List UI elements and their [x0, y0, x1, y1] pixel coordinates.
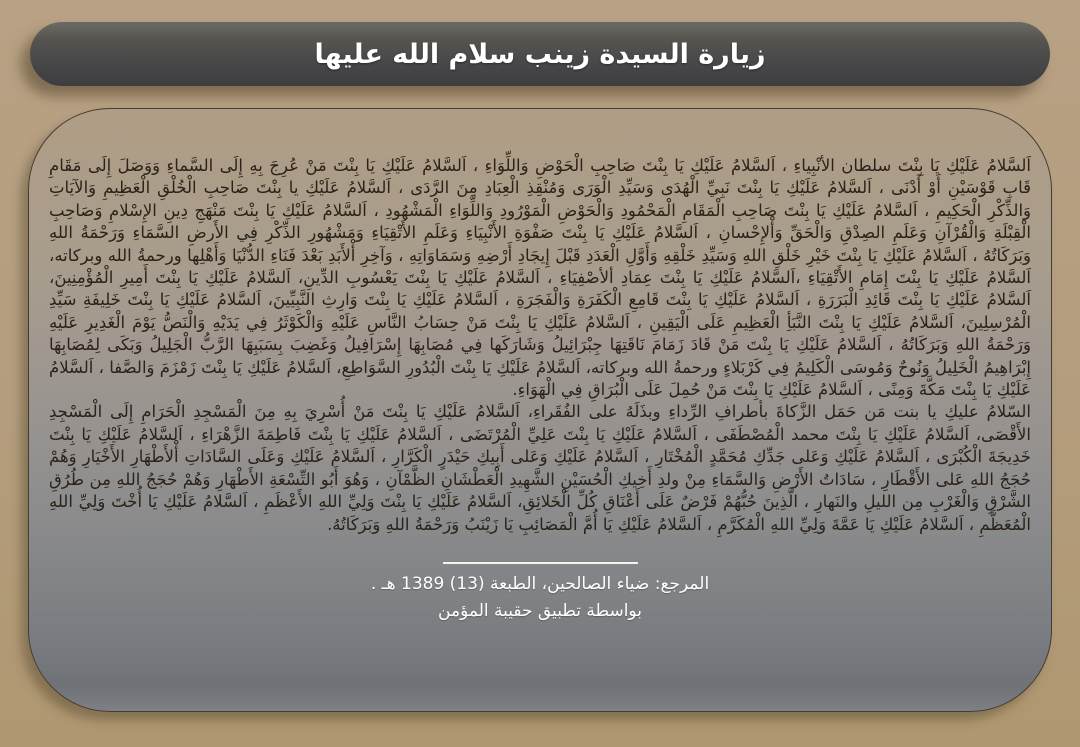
ziyarat-text-block	[29, 109, 1051, 536]
reference-footer	[29, 562, 1051, 625]
content-panel	[28, 108, 1052, 712]
reference-text: المرجع: ضياء الصالحين، الطبعة (13) 1389 هـ .	[370, 573, 710, 594]
page-title: زيارة السيدة زينب سلام الله عليها	[314, 38, 766, 70]
ziyarat-paragraph-1: اَلسَّلامُ عَلَيْكِ يَا بِنْتَ سلطان الأنْبِياءِ ، اَلسَّلامُ عَلَيْكِ يَا بِنْتَ صَاحِبِ الْحَوْضِ وَاللِّوَاءِ ، اَلسَّلامُ عَلَيْكِ يَا بِنْتَ مَنْ عُرِجَ بِهِ إِلَى السَّماءِ وَوَصَلَ إِلَى مَقَامِ قَابِ قَوْسَيْنِ أَوْ أَدْنَى ، اَلسَّلامُ عَلَيْكِ يَا بِنْتَ نَبِيِّ الْهُدَى وَسَيِّدِ الْوَرَى وَمُنْقِذِ الْعِبَادِ مِنَ الرَّدَى ، اَلسَّلامُ عَلَيْكِ يا بِنْتَ صَاحِبِ الْخُلْقِ الْعَظِيمِ وَالآيَاتِ وَالذِّكْرِ الْحَكِيمِ ، اَلسَّلامُ عَلَيْكِ يَا بِنْتَ صَاحِبِ الْمَقَامِ الْمَحْمُودِ وَالْحَوْضِ الْمَوْرُودِ وَاللِّوَاءِ الْمَشْهُودِ ، اَلسَّلامُ عَلَيْكِ يَا بِنْتَ مَنْهَجِ دِينِ الإِسْلامِ وَصَاحِبِ الْقِبْلَةِ وَالْقُرْآنِ وَعَلَمِ الصِدْقِ وَالْحَقِّ وَأْلإِحْسانِ ، اَلسَّلامُ عَلَيْكِ يَا بِنْتَ صَفْوَةِ الأَنْبِيَاءِ وَعَلَمِ الأَتْقِيَاءِ وَمَشْهُورِ الذِّكْرِ فِي الأَرضِ السَّمَاءِ وَرَحْمَةُ اللهِ وَبَرَكَاتُهُ ، اَلسَّلامُ عَلَيْكِ يَا بِنْتَ خَيْرِ خَلْقِ اللهِ وَسَيِّدِ خَلْقِهِ وَأَوَّلِ الْعَدَدِ قَبْلَ إِيجَادِ أَرْضِهِ وَسَمَاوَاتِهِ ، وَآخِرِ أْلأَبَدِ بَعْدَ فَنَاءِ الدُّنْيَا وَأَهْلِها ورحمةُ الله وبركاته، اَلسَّلامُ عَلَيْكِ يَا بِنْتَ إِمَامِ الأَتْقِيَاءِ ،اَلسَّلامُ عَلَيْكِ يَا بِنْتَ عِمَادِ ألأصْفِيَاءِ ، اَلسَّلامُ عَلَيْكِ يَا بِنْتَ يَعْسُوبِ الدِّينِ، اَلسَّلامُ عَلَيْكِ يَا بِنْتَ أَمِيرِ الْمُؤْمِنِينَ، اَلسَّلامُ عَلَيْكِ يَا بِنْتَ قَائِدِ الْبَرَرَةِ ، اَلسَّلامُ عَلَيْكِ يَا بِنْتَ قَامِعِ الْكَفَرَةِ وَالْفَجَرَةِ ، اَلسَّلامُ عَلَيْكِ يَا بِنْتَ وَارِثِ النَّبِيِّينَ، اَلسَّلامُ عَلَيْكِ يَا بِنْتَ خَلِيفَةِ سَيِّدِ الْمُرْسِلِينَ، اَلسَّلامُ عَلَيْكِ يَا بِنْتَ النَّبَأِ الْعَظِيمِ عَلَى الْيَقِينِ ، اَلسَّلامُ عَلَيْكِ يَا بِنْتَ مَنْ حِسَابُ النَّاسِ عَلَيْهِ وَالْكَوْثَرُ فِي يَدَيْهِ وَالْنَصُّ يَوْمَ الْغَدِيرِ عَلَيْهِ وَرَحْمَةُ اللهِ وَبَرَكَاتُهُ ، اَلسَّلامُ عَلَيْكِ يَا بِنْتَ مَنْ قَادَ زَمَامَ نَاقَتِهَا جِبْرَائِيلُ وَشَارَكَها فِي مُصَابِهَا إِسْرَافِيلُ وَغَضِبَ بِسَبَبِهَا الرَّبُّ الْجَلِيلُ وَبَكَى لِمُصَابِهَا إِبْرَاهِيمُ الْخَلِيلُ وَنُوحٌ وَمُوسَى الْكَلِيمُ فِي كَرْبَلاءٍ ورحمةُ الله وبركاته، اَلسَّلامُ عَلَيْكِ يَا بِنْتَ الْبُدُورِ السَّوَاطِعِ، اَلسَّلامُ عَلَيْكِ يَا بِنْتَ زَمْزَمَ وَالصَّفا ، اَلسَّلامُ عَلَيْكِ يَا بِنْتَ مَكَّةَ وَمِنًى ، اَلسَّلامُ عَلَيْكِ يَا بِنْتَ مَنْ حُمِلَ عَلَى الْبُرَاقِ فِي الْهَوَاءِ.	[49, 156, 1031, 400]
title-bar	[30, 22, 1050, 86]
footer-divider	[443, 562, 638, 564]
ziyarat-paragraph-2: السّلامُ عليكِ يا بنت مَن حَمَل الزَّكاةَ بأطرافِ الرِّداءِ وبذَلَهُ على الفُقَراءِ، اَلسَّلامُ عَلَيْكِ يَا بِنْتَ مَنْ أُسْرِيَ بِهِ مِنَ الْمَسْجِدِ الْحَرَامِ إِلَى الْمَسْجِدِ الأَقْصَى، اَلسَّلامُ عَلَيْكِ يَا بِنْتَ محمد الْمُصْطَفَى ، اَلسَّلامُ عَلَيْكِ يَا بِنْتَ عَلِيِّ الْمُرْتَضَى ، اَلسَّلامُ عَلَيْكِ يَا بِنْتَ فَاطِمَةَ الزَّهْرَاءِ ، اَلسَّلامُ عَلَيْكِ يَا بِنْتَ خَدِيجَةَ الْكُبْرَى ، اَلسَّلامُ عَلَيْكِ وَعَلى جَدِّكِ مُحَمَّدٍ الْمُخْتَارِ ، اَلسَّلامُ عَلَيْكِ وَعَلى أَبِيكِ حَيْدَرٍ الْكَرَّارِ ، اَلسَّلامُ عَلَيْكِ وَعَلَى السَّادَاتِ أْلأَطْهَارِ الأَخْيَارِ وَهُمْ حُجَجُ اللهِ عَلى الأَقْطَارِ ، سَادَاتُ الأَرْضِ وَالسَّمَاءِ مِنْ ولدِ أَخِيكِ الْحُسَيْنِ الشَّهِيدِ الْعَطْشَانِ الظَّمْآنِ ، وَهُوَ أَبُو التِّسْعَةِ الأَطْهَارِ وَهُمْ حُجَجُ اللهِ مِن طُرُقِ الشَّرْقِ وَالْغَرْبِ مِن الليلِ والنَهارِ ، الَّذِينَ حُبُّهُمْ فَرْضٌ عَلَى أَعْنَاقِ كُلِّ الْخَلائِقِ، اَلسَّلامُ عَلَيْكِ يَا بِنْتَ وَلِيِّ اللهِ الأَعْظَمِ ، اَلسَّلامُ عَلَيْكِ يَا أُخْتَ وَلِيِّ اللهِ الْمُعَظَّمِ ، اَلسَّلامُ عَلَيْكِ يَا عَمَّةَ وَلِيِّ اللهِ الْمُكَرَّمِ ، اَلسَّلامُ عَلَيْكِ يَا أُمَّ الْمَصَائِبِ يَا زَيْنَبُ وَرَحْمَةُ اللهِ وَبَرَكَاتُهُ.	[49, 402, 1031, 534]
app-attribution-text: بواسطة تطبيق حقيبة المؤمن	[438, 600, 642, 621]
